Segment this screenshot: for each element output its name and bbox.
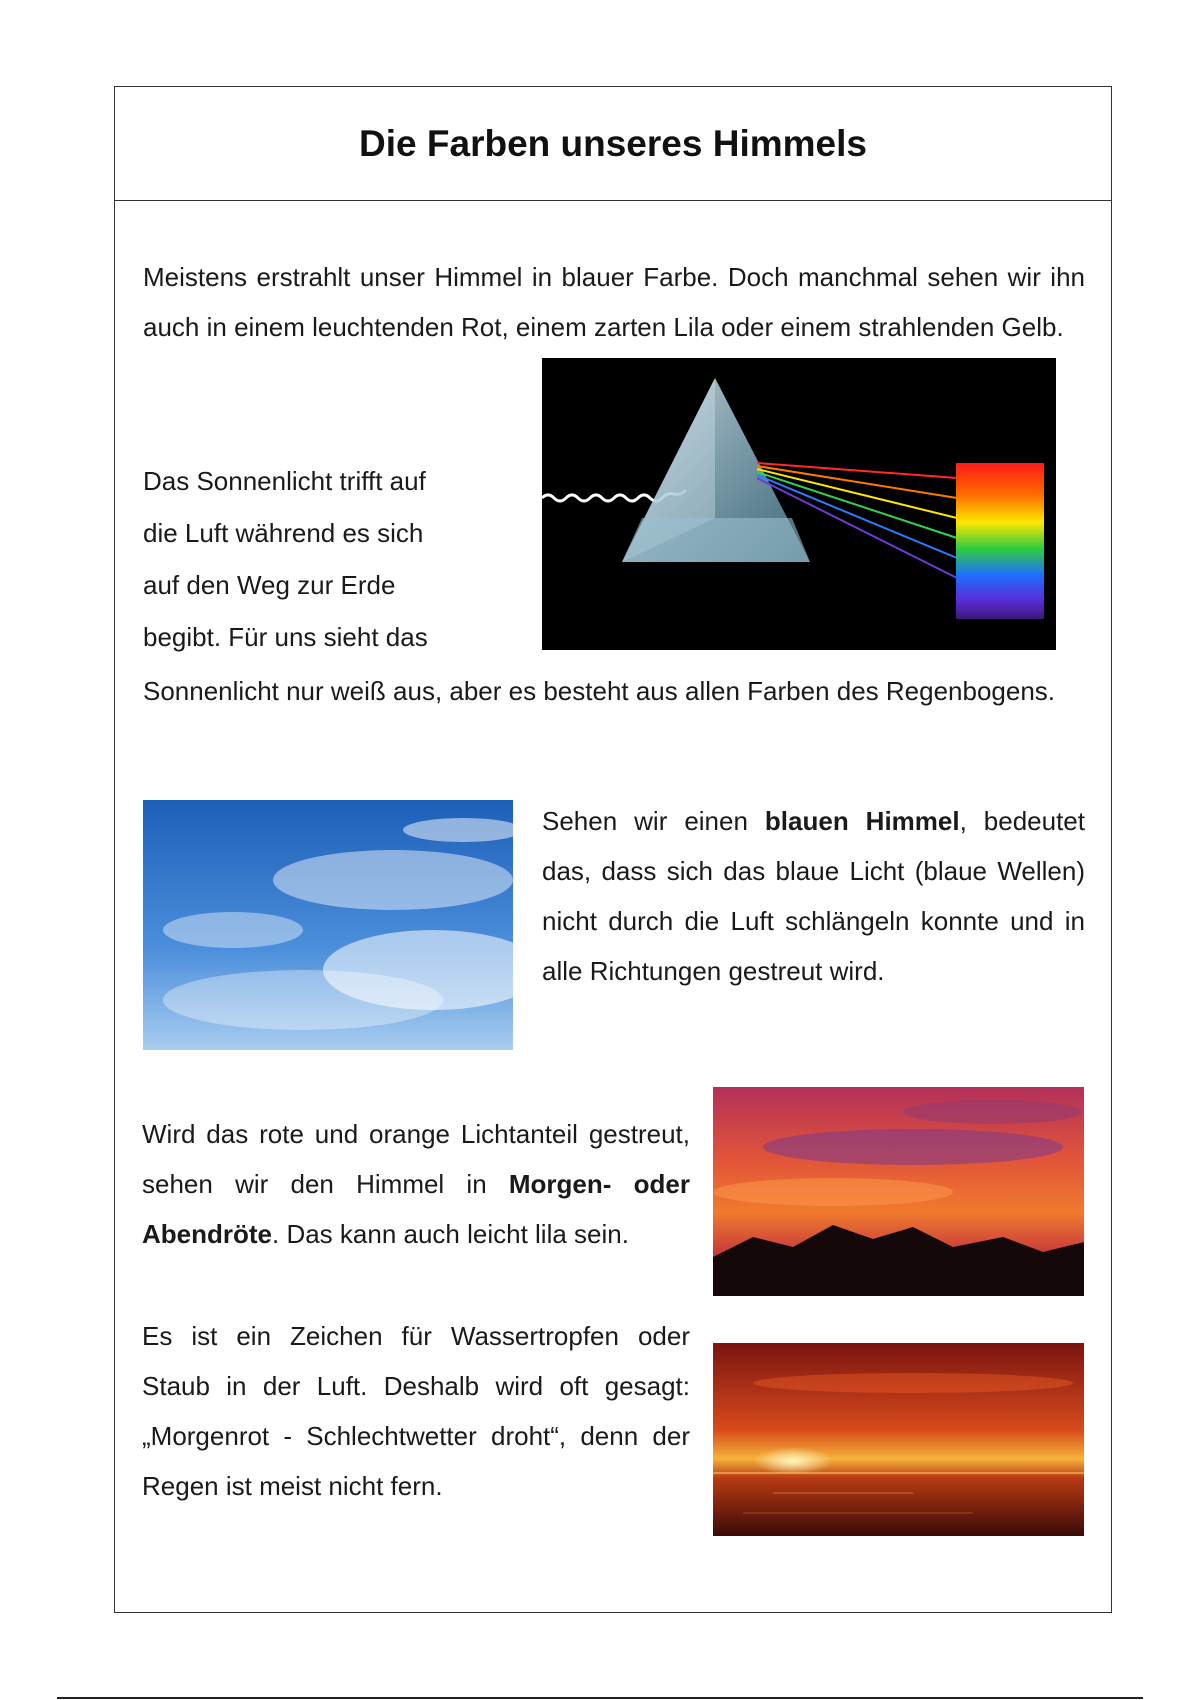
blue-sky-text-pre: Sehen wir einen: [542, 806, 765, 836]
sunlight-line-4: begibt. Für uns sieht das: [143, 622, 428, 652]
intro-paragraph: Meistens erstrahlt unser Himmel in blauer Farbe. Doch manchmal sehen wir ihn auch in einem leuchtenden Rot, einem zarten Lila oder einem strahlenden Gelb.: [143, 262, 1085, 342]
rain-paragraph: Es ist ein Zeichen für Wassertropfen oder Staub in der Luft. Deshalb wird oft gesagt: „Morgenrot - Schlechtwetter droht“, denn der Regen ist meist nicht fern.: [142, 1321, 690, 1501]
prism-spectrum-image: [542, 358, 1056, 650]
sunlight-line-2: die Luft während es sich: [143, 518, 424, 548]
red-sunset-mountains-image: [713, 1087, 1084, 1296]
page-bottom-line: [57, 1697, 1143, 1699]
blue-sky-bold-himmel: Himmel: [865, 806, 960, 836]
sunset-over-sea-image: [713, 1343, 1084, 1536]
red-sky-bold: Morgen- oder Abendröte: [142, 1169, 690, 1249]
title-row: [115, 87, 1111, 201]
red-sky-text-post: . Das kann auch leicht lila sein.: [272, 1219, 629, 1249]
red-sky-text-pre: Wird das rote und orange Lichtanteil gestreut, sehen wir den Himmel in: [142, 1119, 690, 1199]
blue-sky-bold-blauen: blauen: [764, 806, 849, 836]
page-title: Die Farben unseres Himmels: [359, 122, 867, 164]
blue-sky-text-space: [849, 806, 866, 836]
sunlight-line-3: auf den Weg zur Erde: [143, 570, 396, 600]
blue-sky-image: [143, 800, 513, 1050]
sunlight-paragraph-rest: Sonnenlicht nur weiß aus, aber es besteht aus allen Farben des Regenbogens.: [143, 676, 1056, 706]
sunlight-line-1: Das Sonnenlicht trifft auf: [143, 466, 426, 496]
red-sky-paragraph: [142, 1109, 690, 1259]
blue-sky-text-post: , bedeutet das, dass sich das blaue Licht (blaue Wellen) nicht durch die Luft schlängeln konnte und in alle Richtungen gestreut wird.: [542, 806, 1085, 986]
blue-sky-paragraph: [542, 796, 1085, 996]
